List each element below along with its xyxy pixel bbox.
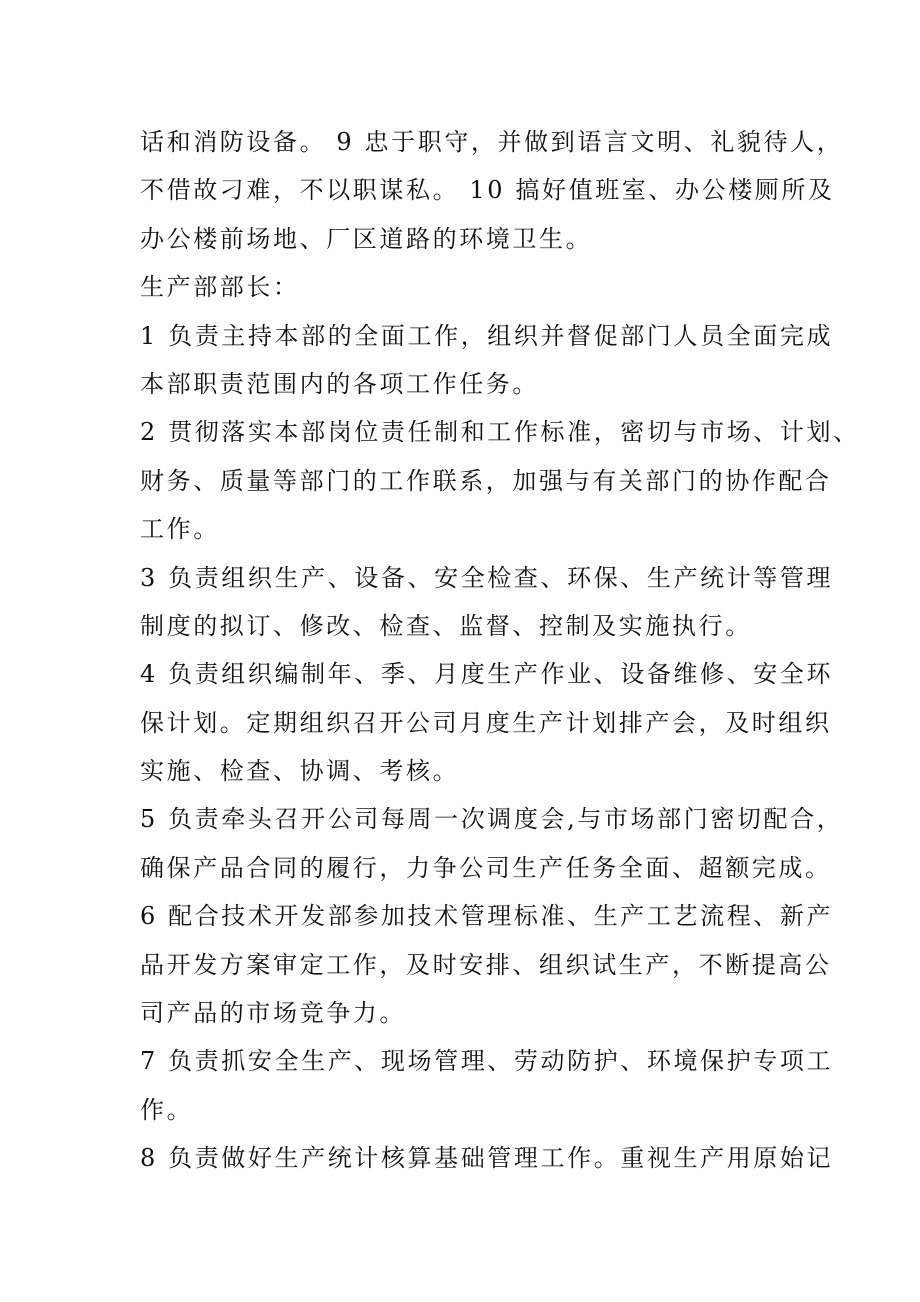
text-line: 办公楼前场地、厂区道路的环境卫生。 xyxy=(140,224,593,253)
text-line: 3 负责组织生产、设备、安全检查、环保、生产统计等管理 xyxy=(140,563,834,592)
text-line: 2 贯彻落实本部岗位责任制和工作标准，密切与市场、计划、 xyxy=(140,418,860,447)
text-line: 7 负责抓安全生产、现场管理、劳动防护、环境保护专项工 xyxy=(140,1047,834,1076)
text-line: 1 负责主持本部的全面工作，组织并督促部门人员全面完成 xyxy=(140,321,834,350)
text-line: 作。 xyxy=(140,1095,194,1124)
text-line: 实施、检查、协调、考核。 xyxy=(140,757,460,786)
text-line: 话和消防设备。 9 忠于职守，并做到语言文明、礼貌待人， xyxy=(140,128,844,156)
text-line: 8 负责做好生产统计核算基础管理工作。重视生产用原始记 xyxy=(140,1144,834,1173)
text-line: 工作。 xyxy=(140,515,220,544)
text-line: 不借故刁难，不以职谋私。 10 搞好值班室、办公楼厕所及 xyxy=(140,176,835,205)
text-line: 保计划。定期组织召开公司月度生产计划排产会，及时组织 xyxy=(140,708,832,737)
text-line: 品开发方案审定工作，及时安排、组织试生产，不断提高公 xyxy=(140,950,832,979)
text-line: 4 负责组织编制年、季、月度生产作业、设备维修、安全环 xyxy=(140,660,834,689)
text-line: 6 配合技术开发部参加技术管理标准、生产工艺流程、新产 xyxy=(140,902,834,931)
text-line: 本部职责范围内的各项工作任务。 xyxy=(140,369,539,398)
text-line: 5 负责牵头召开公司每周一次调度会,与市场部门密切配合， xyxy=(140,805,844,834)
text-line: 司产品的市场竞争力。 xyxy=(140,999,406,1028)
text-line: 确保产品合同的履行，力争公司生产任务全面、超额完成。 xyxy=(140,853,832,882)
text-line: 财务、质量等部门的工作联系，加强与有关部门的协作配合 xyxy=(140,466,832,495)
section-heading: 生产部部长： xyxy=(140,273,300,302)
text-line: 制度的拟订、修改、检查、监督、控制及实施执行。 xyxy=(140,611,752,640)
document-body xyxy=(140,118,860,1183)
